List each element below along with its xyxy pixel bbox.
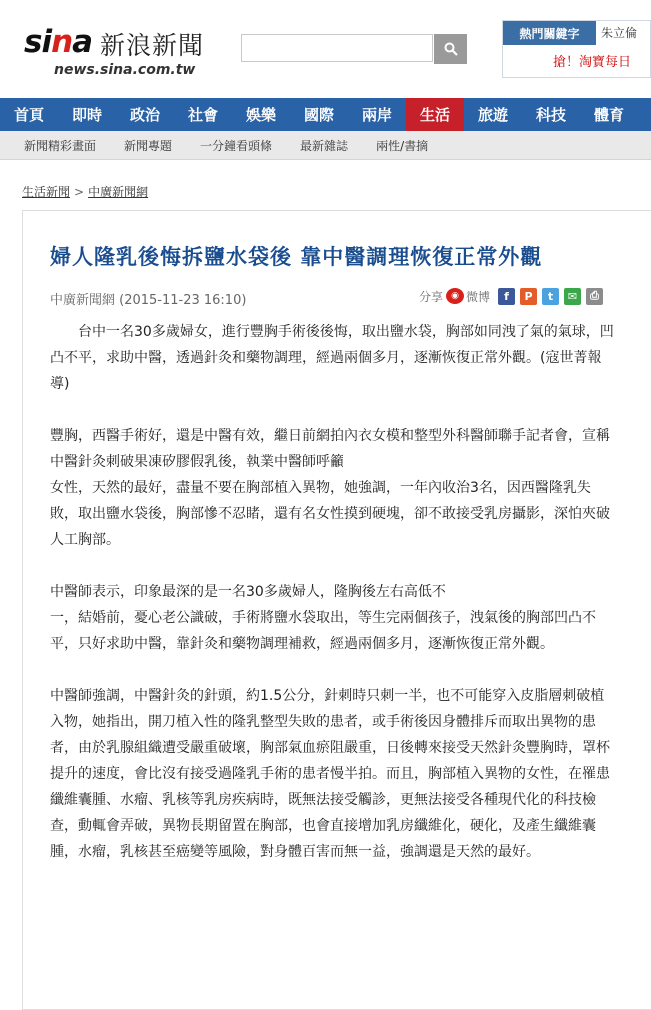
email-icon[interactable]: ✉ [564, 288, 581, 305]
share-label: 分享 [419, 289, 444, 304]
subnav-item-headlines[interactable]: 一分鐘看頭條 [200, 138, 273, 153]
nav-item-politics[interactable]: 政治 [129, 106, 160, 124]
nav-item-entertainment[interactable]: 娛樂 [245, 106, 276, 124]
article-source: 中廣新聞網 (2015-11-23 16:10) [50, 293, 247, 308]
sina-logo[interactable] [24, 18, 224, 80]
article-title: 婦人隆乳後悔拆鹽水袋後 靠中醫調理恢復正常外觀 [50, 244, 543, 269]
search-box [241, 34, 467, 64]
site-header [0, 0, 651, 98]
sub-nav [0, 131, 651, 160]
nav-item-international[interactable]: 國際 [303, 106, 334, 124]
nav-item-travel[interactable]: 旅遊 [477, 106, 508, 124]
logo-title: 新浪新聞 [100, 31, 205, 60]
paragraph-spacer [50, 397, 616, 423]
share-bar [419, 285, 608, 307]
article-body [50, 319, 616, 865]
hot-keyword[interactable]: 朱立倫 [601, 26, 638, 40]
article-paragraph: 豐胸，西醫手術好，還是中醫有效，繼日前網拍內衣女模和整型外科醫師聯手記者會，宣稱中醫針灸刺破果凍矽膠假乳後，執業中醫師呼籲 女性，天然的最好，盡量不要在胸部植入異物，她強調，一年內收治3名，因西醫隆乳失敗，取出鹽水袋後，胸部慘不忍睹，還有名女性摸到硬塊，卻不敢接受乳房攝影，深怕夾破人工胸部。 [50, 428, 610, 548]
search-button[interactable] [434, 34, 467, 64]
article-paragraph: 中醫師強調，中醫針灸的針頭，約1.5公分，針刺時只刺一半，也不可能穿入皮脂層刺破植入物，她指出，開刀植入性的隆乳整型失敗的患者，或手術後因身體排斥而取出異物的患者，由於乳腺組織遭受嚴重破壞，胸部氣血瘀阻嚴重，日後轉來接受天然針灸豐胸時，罩杯提升的速度，會比沒有接受過隆乳手術的患者慢半拍。而且，胸部植入異物的女性，在罹患纖維囊腫、水瘤、乳核等乳房疾病時，既無法接受觸診，更無法接受各種現代化的科技檢查，動輒會弄破，異物長期留置在胸部，也會直接增加乳房纖維化，硬化，及產生纖維囊腫，水瘤，乳核甚至癌變等風險，對身體百害而無一益，強調還是天然的最好。 [50, 688, 610, 860]
promo-link[interactable]: 搶！淘寶每日 [553, 55, 632, 70]
nav-item-home[interactable]: 首頁 [13, 106, 44, 124]
nav-item-life[interactable]: 生活 [406, 98, 464, 131]
article-paragraph: 中醫師表示，印象最深的是一名30多歲婦人，隆胸後左右高低不 一，結婚前，憂心老公識破，手術將鹽水袋取出，等生完兩個孩子，洩氣後的胸部凹凸不平，只好求助中醫，靠針灸和藥物調理補救，經過兩個多月，逐漸恢復正常外觀。 [50, 584, 596, 652]
nav-item-society[interactable]: 社會 [187, 106, 218, 124]
logo-mark: sina [24, 24, 93, 60]
twitter-icon[interactable]: t [542, 288, 559, 305]
plurk-icon[interactable]: P [520, 288, 537, 305]
hot-keywords-panel [502, 20, 651, 78]
nav-item-realtime[interactable]: 即時 [71, 106, 102, 124]
breadcrumb [22, 183, 148, 200]
subnav-item-topics[interactable]: 新聞專題 [124, 138, 173, 153]
subnav-item-relationships[interactable]: 兩性/書摘 [376, 138, 429, 153]
nav-item-sports[interactable]: 體育 [593, 106, 624, 124]
breadcrumb-source[interactable]: 中廣新聞網 [88, 185, 149, 199]
hot-keywords-tab[interactable]: 熱門關鍵字 [503, 21, 596, 45]
breadcrumb-life[interactable]: 生活新聞 [22, 185, 71, 199]
main-nav [0, 98, 651, 131]
logo-eye: n [51, 24, 73, 60]
paragraph-spacer [50, 553, 616, 579]
paragraph-spacer [50, 657, 616, 683]
nav-item-cross-strait[interactable]: 兩岸 [361, 106, 392, 124]
facebook-icon[interactable]: f [498, 288, 515, 305]
subnav-item-magazines[interactable]: 最新雜誌 [300, 138, 349, 153]
print-icon[interactable]: ⎙ [586, 288, 603, 305]
logo-url: news.sina.com.tw [54, 62, 196, 78]
weibo-share-button[interactable] [446, 288, 490, 305]
weibo-icon: ◉ [446, 288, 464, 304]
subnav-item-highlights[interactable]: 新聞精彩畫面 [24, 138, 97, 153]
search-input[interactable] [241, 34, 433, 62]
breadcrumb-separator: > [74, 185, 85, 199]
nav-item-tech[interactable]: 科技 [535, 106, 566, 124]
search-icon [444, 42, 458, 56]
weibo-label: 微博 [466, 289, 491, 304]
article-paragraph: 台中一名30多歲婦女，進行豐胸手術後後悔，取出鹽水袋，胸部如同洩了氣的氣球，凹凸不平，求助中醫，透過針灸和藥物調理，經過兩個多月，逐漸恢復正常外觀。(寇世菁報導) [50, 324, 614, 392]
